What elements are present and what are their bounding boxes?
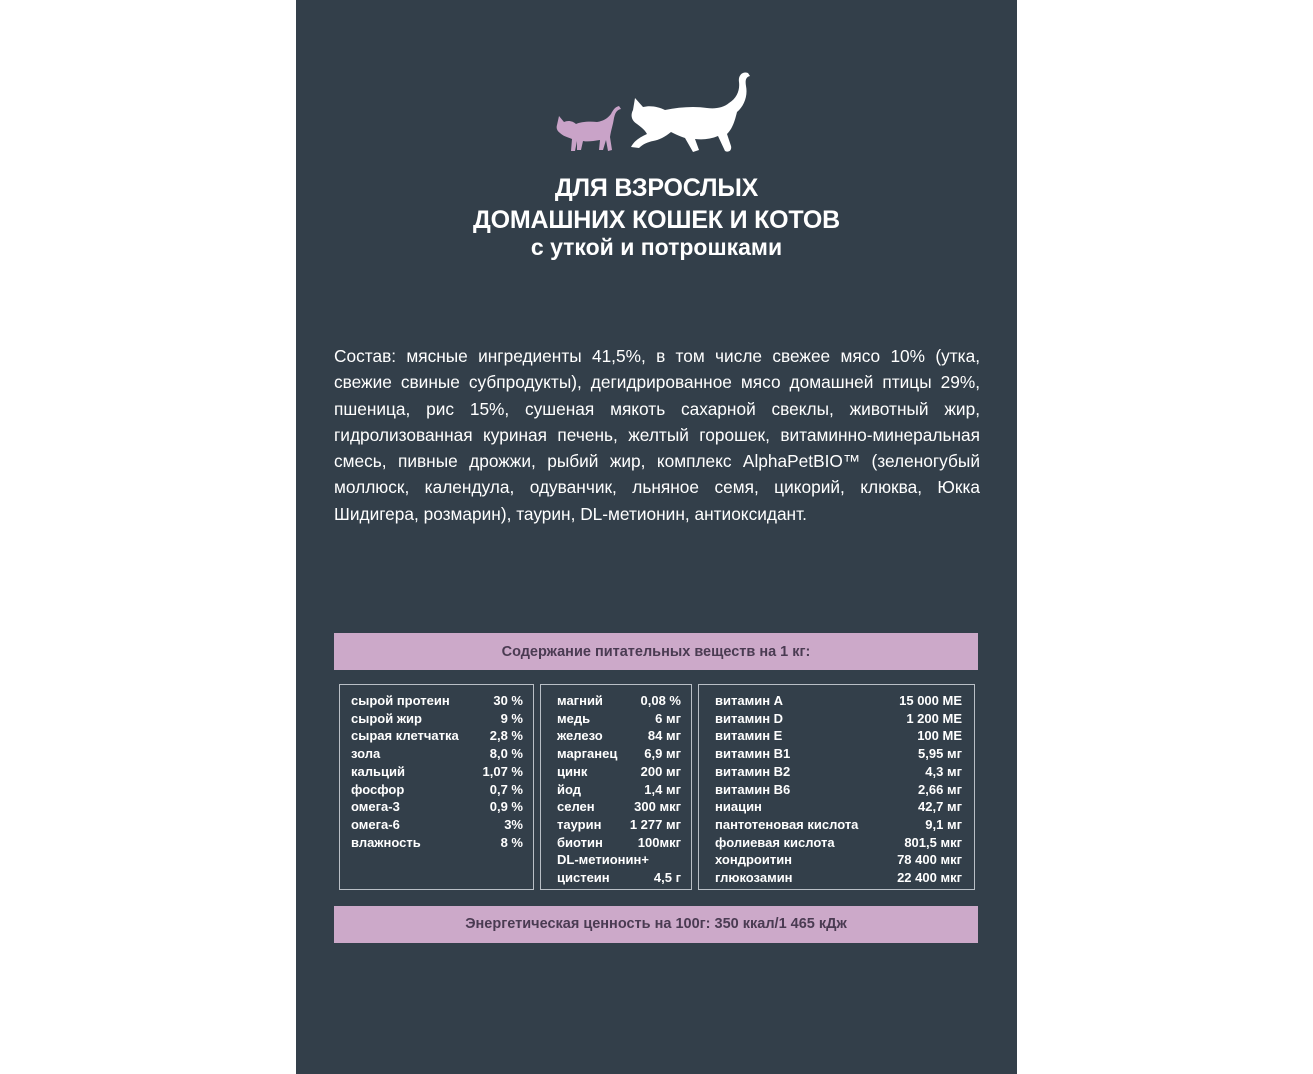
nutrient-row (541, 851, 691, 869)
nutrient-name: зола (351, 746, 381, 762)
nutrient-row (340, 798, 533, 816)
nutrient-name: фосфор (351, 781, 405, 797)
nutrient-row (340, 727, 533, 745)
nutrient-value: 100мкг (637, 834, 681, 850)
nutrient-value: 0,7 % (489, 781, 523, 797)
nutrient-row (340, 745, 533, 763)
nutrient-value: 9 % (500, 710, 523, 726)
energy-value-bar: Энергетическая ценность на 100г: 350 ккал/1 465 кДж (334, 906, 978, 943)
nutrient-row (699, 869, 974, 887)
nutrients-table-basic (339, 684, 534, 890)
nutrient-value: 1,4 мг (644, 781, 681, 797)
nutrient-row (340, 816, 533, 834)
nutrient-row (541, 710, 691, 728)
nutrient-value: 3% (504, 816, 523, 832)
nutrient-row (541, 692, 691, 710)
nutrient-value: 8 % (500, 834, 523, 850)
nutrient-value: 22 400 мкг (897, 870, 962, 886)
nutrient-name: магний (557, 693, 603, 708)
cat-silhouette-icon (631, 73, 750, 152)
nutrient-value: 84 мг (647, 728, 681, 744)
nutrient-row (541, 781, 691, 799)
nutrient-name: витамин D (715, 710, 784, 726)
nutrient-row (340, 710, 533, 728)
nutrient-row (699, 834, 974, 852)
nutrient-value: 15 000 МЕ (899, 693, 962, 708)
nutrients-heading: Содержание питательных веществ на 1 кг: (334, 633, 978, 670)
nutrient-row (541, 763, 691, 781)
nutrient-value: 6,9 мг (644, 746, 681, 762)
nutrient-value: 4,5 г (653, 870, 681, 886)
nutrient-name: кальций (351, 763, 405, 779)
nutrient-value: 1 200 МЕ (906, 710, 962, 726)
nutrient-name: селен (557, 799, 595, 815)
nutrient-value: 5,95 мг (918, 746, 962, 762)
nutrient-name: омега-6 (351, 816, 400, 832)
nutrients-list-minerals (541, 692, 691, 887)
nutrient-name: таурин (557, 816, 602, 832)
nutrient-value: 30 % (493, 693, 523, 708)
nutrient-value: 0,08 % (640, 693, 681, 708)
nutrient-row (541, 798, 691, 816)
nutrient-name: витамин А (715, 693, 784, 708)
nutrient-value: 6 мг (655, 710, 681, 726)
nutrients-list-basic (340, 692, 533, 851)
nutrient-value: 1,07 % (482, 763, 523, 779)
nutrient-value: 2,66 мг (918, 781, 962, 797)
nutrient-row (340, 781, 533, 799)
kitten-silhouette-icon (557, 106, 621, 151)
nutrient-value: 78 400 мкг (897, 852, 962, 868)
nutrient-name: цистеин (557, 870, 610, 886)
nutrient-value: 2,8 % (489, 728, 523, 744)
nutrient-name: цинк (557, 763, 588, 779)
nutrient-name: витамин В1 (715, 746, 791, 762)
nutrient-name: сырой жир (351, 710, 422, 726)
nutrient-value: 9,1 мг (925, 816, 962, 832)
nutrients-table-vitamins (698, 684, 975, 890)
nutrient-row (541, 727, 691, 745)
nutrient-row (541, 816, 691, 834)
cats-illustration (555, 70, 760, 160)
nutrient-name: витамин В6 (715, 781, 791, 797)
nutrient-row (340, 834, 533, 852)
nutrient-name: хондроитин (715, 852, 793, 868)
nutrient-name: сырой протеин (351, 693, 450, 708)
nutrient-value: 100 МЕ (917, 728, 962, 744)
nutrient-row (541, 869, 691, 887)
nutrient-value: 300 мкг (634, 799, 681, 815)
title-line-1: ДЛЯ ВЗРОСЛЫХ (554, 174, 759, 202)
nutrient-row (699, 781, 974, 799)
nutrient-name: медь (557, 710, 591, 726)
nutrient-name: глюкозамин (715, 870, 793, 886)
nutrient-name: витамин В2 (715, 763, 791, 779)
product-subtitle: с уткой и потрошками (530, 234, 783, 260)
nutrient-row (541, 834, 691, 852)
nutrient-name: марганец (557, 746, 618, 762)
nutrient-name: омега-3 (351, 799, 400, 815)
nutrient-name: пантотеновая кислота (715, 816, 859, 832)
nutrient-row (340, 763, 533, 781)
nutrient-row (699, 763, 974, 781)
title-line-2: ДОМАШНИХ КОШЕК И КОТОВ (473, 206, 840, 234)
nutrients-table-minerals (540, 684, 692, 890)
nutrient-value: 42,7 мг (918, 799, 962, 815)
composition-text: Состав: мясные ингредиенты 41,5%, в том числе свежее мясо 10% (утка, свежие свиные субпродукты), дегидрированное мясо домашней птицы 29%, пшеница, рис 15%, сушеная мякоть сахарной свеклы, животный жир, гидролизованная куриная печень, желтый горошек, витаминно-минеральная смесь, пивные дрожжи, рыбий жир, комплекс AlphaPetBIO™ (зеленогубый моллюск, календула, одуванчик, льняное семя, цикорий, клюква, Юкка Шидигера, розмарин), таурин, DL-метионин, антиоксидант. (334, 346, 980, 524)
nutrient-row (541, 745, 691, 763)
nutrient-row (699, 851, 974, 869)
nutrient-name: DL-метионин+ (557, 852, 649, 868)
nutrient-name: фолиевая кислота (715, 834, 835, 850)
nutrient-row (340, 692, 533, 710)
nutrient-value: 0,9 % (489, 799, 523, 815)
nutrient-name: йод (557, 781, 582, 797)
nutrient-name: ниацин (715, 799, 762, 815)
nutrients-list-vitamins (699, 692, 974, 887)
nutrient-value: 8,0 % (489, 746, 523, 762)
nutrient-name: биотин (557, 834, 603, 850)
nutrient-value: 1 277 мг (629, 816, 681, 832)
nutrient-row (699, 816, 974, 834)
product-title (296, 172, 1017, 236)
nutrient-row (699, 727, 974, 745)
nutrient-row (699, 798, 974, 816)
nutrient-row (699, 692, 974, 710)
nutrient-value: 801,5 мкг (904, 834, 962, 850)
nutrient-name: витамин Е (715, 728, 783, 744)
nutrient-row (699, 745, 974, 763)
nutrient-name: железо (557, 728, 603, 744)
nutrient-row (699, 710, 974, 728)
nutrient-value: 4,3 мг (925, 763, 962, 779)
nutrient-name: сырая клетчатка (351, 728, 459, 744)
nutrient-value: 200 мг (640, 763, 681, 779)
nutrient-name: влажность (351, 834, 421, 850)
